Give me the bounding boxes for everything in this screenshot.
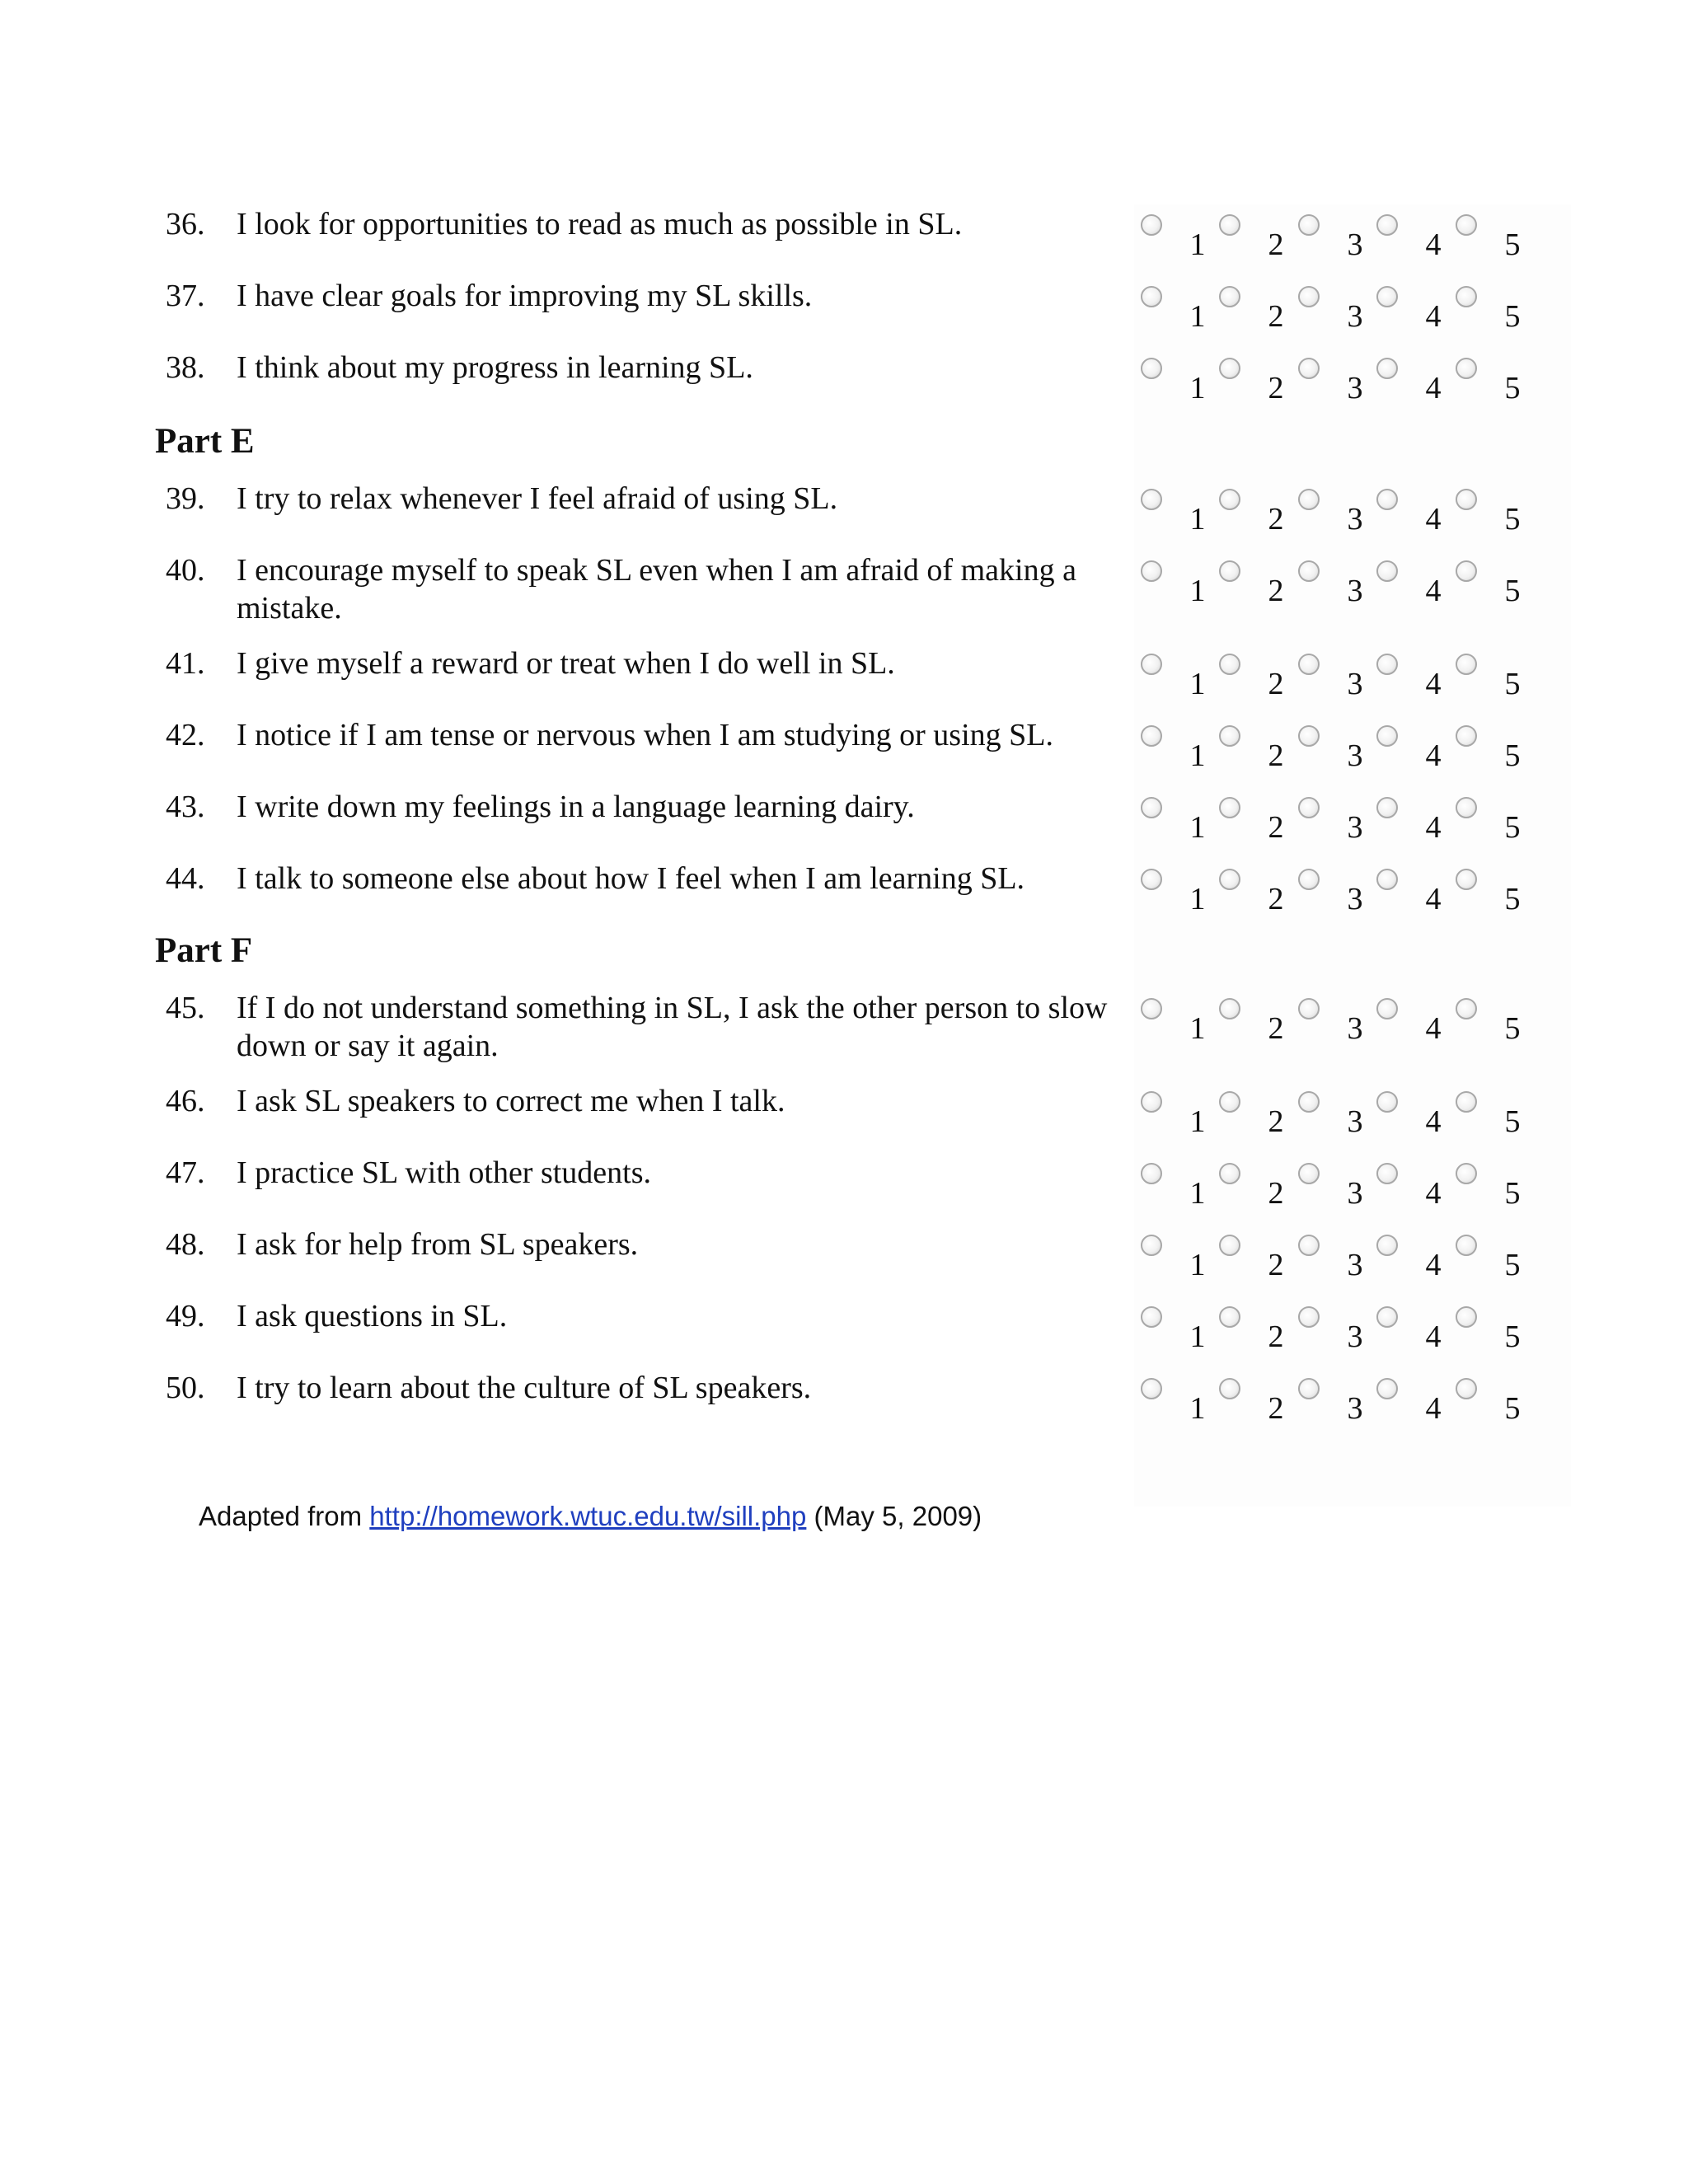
rating-radio-4[interactable] — [1376, 286, 1398, 307]
item-statement: I try to relax whenever I feel afraid of using SL. — [237, 481, 838, 516]
rating-label-2: 2 — [1268, 667, 1284, 701]
rating-label-2: 2 — [1268, 371, 1284, 405]
rating-label-3: 3 — [1347, 502, 1363, 537]
rating-radio-3[interactable] — [1298, 358, 1320, 379]
item-statement: I notice if I am tense or nervous when I am studying or using SL. — [237, 718, 1053, 752]
rating-radio-3[interactable] — [1298, 1306, 1320, 1328]
item-number: 46. — [166, 1084, 205, 1118]
rating-label-3: 3 — [1347, 667, 1363, 701]
rating-label-3: 3 — [1347, 574, 1363, 608]
rating-label-5: 5 — [1504, 502, 1521, 537]
rating-label-1: 1 — [1189, 1176, 1206, 1211]
attribution-prefix: Adapted from — [199, 1501, 370, 1531]
rating-label-1: 1 — [1189, 738, 1206, 773]
rating-scale — [0, 716, 1688, 782]
rating-label-4: 4 — [1425, 574, 1442, 608]
rating-label-4: 4 — [1425, 227, 1442, 262]
rating-label-5: 5 — [1504, 1391, 1521, 1426]
rating-label-4: 4 — [1425, 299, 1442, 334]
item-statement: I ask questions in SL. — [237, 1299, 508, 1333]
rating-radio-2[interactable] — [1219, 1091, 1240, 1113]
rating-scale — [0, 205, 1688, 271]
item-number: 37. — [166, 279, 205, 313]
item-number: 48. — [166, 1227, 205, 1262]
rating-radio-2[interactable] — [1219, 358, 1240, 379]
item-number: 43. — [166, 790, 205, 824]
item-statement: I practice SL with other students. — [237, 1155, 652, 1190]
rating-radio-3[interactable] — [1298, 1091, 1320, 1113]
rating-label-4: 4 — [1425, 882, 1442, 916]
rating-scale — [0, 1297, 1688, 1363]
rating-label-2: 2 — [1268, 574, 1284, 608]
rating-radio-3[interactable] — [1298, 1235, 1320, 1256]
rating-label-5: 5 — [1504, 371, 1521, 405]
attribution-date: (May 5, 2009) — [806, 1501, 982, 1531]
item-number: 45. — [166, 991, 205, 1025]
rating-radio-5[interactable] — [1456, 214, 1477, 236]
rating-label-1: 1 — [1189, 502, 1206, 537]
rating-label-3: 3 — [1347, 882, 1363, 916]
rating-radio-4[interactable] — [1376, 654, 1398, 675]
rating-label-4: 4 — [1425, 371, 1442, 405]
rating-label-2: 2 — [1268, 810, 1284, 845]
rating-radio-4[interactable] — [1376, 1306, 1398, 1328]
rating-radio-2[interactable] — [1219, 489, 1240, 510]
rating-scale — [0, 788, 1688, 854]
rating-radio-2[interactable] — [1219, 725, 1240, 747]
rating-radio-5[interactable] — [1456, 998, 1477, 1019]
rating-scale — [0, 989, 1688, 1055]
rating-label-4: 4 — [1425, 1391, 1442, 1426]
rating-label-4: 4 — [1425, 1104, 1442, 1139]
rating-radio-1[interactable] — [1141, 560, 1162, 582]
rating-radio-4[interactable] — [1376, 1091, 1398, 1113]
rating-label-2: 2 — [1268, 227, 1284, 262]
item-statement: I look for opportunities to read as much as possible in SL. — [237, 207, 963, 241]
rating-radio-5[interactable] — [1456, 1091, 1477, 1113]
rating-radio-4[interactable] — [1376, 725, 1398, 747]
item-number: 41. — [166, 646, 205, 681]
rating-radio-3[interactable] — [1298, 654, 1320, 675]
rating-radio-3[interactable] — [1298, 286, 1320, 307]
rating-radio-5[interactable] — [1456, 1235, 1477, 1256]
rating-label-4: 4 — [1425, 667, 1442, 701]
item-number: 42. — [166, 718, 205, 752]
rating-radio-4[interactable] — [1376, 998, 1398, 1019]
rating-radio-5[interactable] — [1456, 1163, 1477, 1184]
rating-label-5: 5 — [1504, 1248, 1521, 1282]
rating-radio-4[interactable] — [1376, 1163, 1398, 1184]
rating-radio-2[interactable] — [1219, 286, 1240, 307]
rating-label-5: 5 — [1504, 574, 1521, 608]
rating-radio-3[interactable] — [1298, 1378, 1320, 1399]
rating-label-5: 5 — [1504, 882, 1521, 916]
rating-radio-1[interactable] — [1141, 1306, 1162, 1328]
rating-radio-1[interactable] — [1141, 286, 1162, 307]
rating-scale — [0, 1082, 1688, 1148]
source-attribution — [199, 1498, 982, 1535]
rating-radio-5[interactable] — [1456, 1306, 1477, 1328]
rating-label-3: 3 — [1347, 227, 1363, 262]
rating-radio-2[interactable] — [1219, 1306, 1240, 1328]
part-f-heading: Part F — [155, 931, 253, 970]
rating-label-1: 1 — [1189, 574, 1206, 608]
rating-label-1: 1 — [1189, 1104, 1206, 1139]
rating-radio-1[interactable] — [1141, 489, 1162, 510]
item-number: 44. — [166, 861, 205, 896]
rating-scale — [0, 860, 1688, 926]
rating-radio-1[interactable] — [1141, 869, 1162, 890]
rating-radio-2[interactable] — [1219, 214, 1240, 236]
item-number: 39. — [166, 481, 205, 516]
item-number: 47. — [166, 1155, 205, 1190]
rating-scale — [0, 1369, 1688, 1435]
rating-label-3: 3 — [1347, 1104, 1363, 1139]
rating-label-4: 4 — [1425, 502, 1442, 537]
item-statement: I ask for help from SL speakers. — [237, 1227, 639, 1262]
rating-radio-3[interactable] — [1298, 725, 1320, 747]
rating-radio-4[interactable] — [1376, 358, 1398, 379]
rating-label-1: 1 — [1189, 299, 1206, 334]
item-statement: I talk to someone else about how I feel when I am learning SL. — [237, 861, 1025, 896]
rating-radio-1[interactable] — [1141, 1235, 1162, 1256]
rating-label-3: 3 — [1347, 1319, 1363, 1354]
item-number: 50. — [166, 1371, 205, 1405]
rating-label-4: 4 — [1425, 810, 1442, 845]
part-e-heading: Part E — [155, 422, 255, 461]
rating-radio-2[interactable] — [1219, 998, 1240, 1019]
rating-radio-1[interactable] — [1141, 654, 1162, 675]
rating-scale — [0, 480, 1688, 546]
item-statement: I ask SL speakers to correct me when I talk. — [237, 1084, 785, 1118]
rating-radio-1[interactable] — [1141, 358, 1162, 379]
rating-label-3: 3 — [1347, 810, 1363, 845]
rating-label-2: 2 — [1268, 299, 1284, 334]
rating-label-1: 1 — [1189, 1391, 1206, 1426]
rating-radio-5[interactable] — [1456, 725, 1477, 747]
rating-radio-3[interactable] — [1298, 489, 1320, 510]
rating-radio-5[interactable] — [1456, 869, 1477, 890]
rating-label-1: 1 — [1189, 227, 1206, 262]
rating-label-2: 2 — [1268, 882, 1284, 916]
rating-label-2: 2 — [1268, 1319, 1284, 1354]
rating-radio-4[interactable] — [1376, 560, 1398, 582]
rating-label-4: 4 — [1425, 738, 1442, 773]
rating-label-1: 1 — [1189, 371, 1206, 405]
rating-radio-2[interactable] — [1219, 1163, 1240, 1184]
rating-label-2: 2 — [1268, 1104, 1284, 1139]
rating-label-1: 1 — [1189, 1248, 1206, 1282]
rating-scale — [0, 277, 1688, 343]
rating-label-3: 3 — [1347, 1176, 1363, 1211]
item-number: 40. — [166, 553, 205, 588]
item-statement: I give myself a reward or treat when I do well in SL. — [237, 646, 895, 681]
rating-label-5: 5 — [1504, 810, 1521, 845]
rating-label-2: 2 — [1268, 1176, 1284, 1211]
rating-radio-3[interactable] — [1298, 869, 1320, 890]
rating-label-1: 1 — [1189, 1011, 1206, 1046]
rating-label-5: 5 — [1504, 667, 1521, 701]
rating-radio-2[interactable] — [1219, 797, 1240, 818]
rating-radio-4[interactable] — [1376, 869, 1398, 890]
rating-radio-4[interactable] — [1376, 1378, 1398, 1399]
rating-label-4: 4 — [1425, 1011, 1442, 1046]
rating-radio-3[interactable] — [1298, 998, 1320, 1019]
rating-label-4: 4 — [1425, 1319, 1442, 1354]
item-statement: I think about my progress in learning SL. — [237, 350, 753, 385]
rating-label-3: 3 — [1347, 299, 1363, 334]
rating-label-5: 5 — [1504, 1011, 1521, 1046]
rating-radio-5[interactable] — [1456, 358, 1477, 379]
rating-radio-5[interactable] — [1456, 560, 1477, 582]
rating-radio-5[interactable] — [1456, 654, 1477, 675]
rating-radio-1[interactable] — [1141, 797, 1162, 818]
rating-radio-3[interactable] — [1298, 1163, 1320, 1184]
rating-scale — [0, 551, 1688, 617]
rating-radio-5[interactable] — [1456, 1378, 1477, 1399]
rating-radio-3[interactable] — [1298, 214, 1320, 236]
rating-radio-2[interactable] — [1219, 1235, 1240, 1256]
rating-radio-5[interactable] — [1456, 797, 1477, 818]
rating-label-1: 1 — [1189, 882, 1206, 916]
rating-radio-2[interactable] — [1219, 869, 1240, 890]
rating-radio-1[interactable] — [1141, 1378, 1162, 1399]
rating-label-3: 3 — [1347, 738, 1363, 773]
rating-label-1: 1 — [1189, 667, 1206, 701]
rating-label-3: 3 — [1347, 1011, 1363, 1046]
item-statement: I have clear goals for improving my SL skills. — [237, 279, 813, 313]
rating-scale — [0, 1226, 1688, 1291]
rating-label-2: 2 — [1268, 1391, 1284, 1426]
rating-label-4: 4 — [1425, 1248, 1442, 1282]
rating-radio-5[interactable] — [1456, 286, 1477, 307]
rating-scale — [0, 1154, 1688, 1220]
rating-label-2: 2 — [1268, 502, 1284, 537]
rating-label-2: 2 — [1268, 738, 1284, 773]
rating-label-5: 5 — [1504, 299, 1521, 334]
item-statement: If I do not understand something in SL, I ask the other person to slow down or say it again. — [237, 991, 1108, 1063]
item-number: 36. — [166, 207, 205, 241]
rating-radio-2[interactable] — [1219, 560, 1240, 582]
rating-radio-4[interactable] — [1376, 489, 1398, 510]
rating-label-2: 2 — [1268, 1248, 1284, 1282]
rating-radio-4[interactable] — [1376, 797, 1398, 818]
rating-radio-1[interactable] — [1141, 1163, 1162, 1184]
rating-radio-5[interactable] — [1456, 489, 1477, 510]
rating-radio-2[interactable] — [1219, 1378, 1240, 1399]
item-number: 49. — [166, 1299, 205, 1333]
rating-label-2: 2 — [1268, 1011, 1284, 1046]
item-statement: I write down my feelings in a language learning dairy. — [237, 790, 915, 824]
item-number: 38. — [166, 350, 205, 385]
rating-radio-1[interactable] — [1141, 1091, 1162, 1113]
rating-label-5: 5 — [1504, 738, 1521, 773]
rating-radio-3[interactable] — [1298, 560, 1320, 582]
rating-label-3: 3 — [1347, 1248, 1363, 1282]
rating-radio-3[interactable] — [1298, 797, 1320, 818]
rating-radio-1[interactable] — [1141, 998, 1162, 1019]
rating-label-1: 1 — [1189, 1319, 1206, 1354]
item-statement: I encourage myself to speak SL even when I am afraid of making a mistake. — [237, 553, 1076, 626]
rating-label-4: 4 — [1425, 1176, 1442, 1211]
rating-radio-4[interactable] — [1376, 1235, 1398, 1256]
rating-label-5: 5 — [1504, 227, 1521, 262]
rating-label-3: 3 — [1347, 371, 1363, 405]
source-link[interactable]: http://homework.wtuc.edu.tw/sill.php — [369, 1501, 807, 1531]
rating-label-5: 5 — [1504, 1104, 1521, 1139]
rating-label-5: 5 — [1504, 1319, 1521, 1354]
rating-label-3: 3 — [1347, 1391, 1363, 1426]
rating-scale — [0, 349, 1688, 415]
rating-radio-1[interactable] — [1141, 214, 1162, 236]
rating-radio-2[interactable] — [1219, 654, 1240, 675]
rating-label-5: 5 — [1504, 1176, 1521, 1211]
rating-label-1: 1 — [1189, 810, 1206, 845]
rating-radio-1[interactable] — [1141, 725, 1162, 747]
rating-radio-4[interactable] — [1376, 214, 1398, 236]
rating-scale — [0, 644, 1688, 710]
item-statement: I try to learn about the culture of SL speakers. — [237, 1371, 812, 1405]
